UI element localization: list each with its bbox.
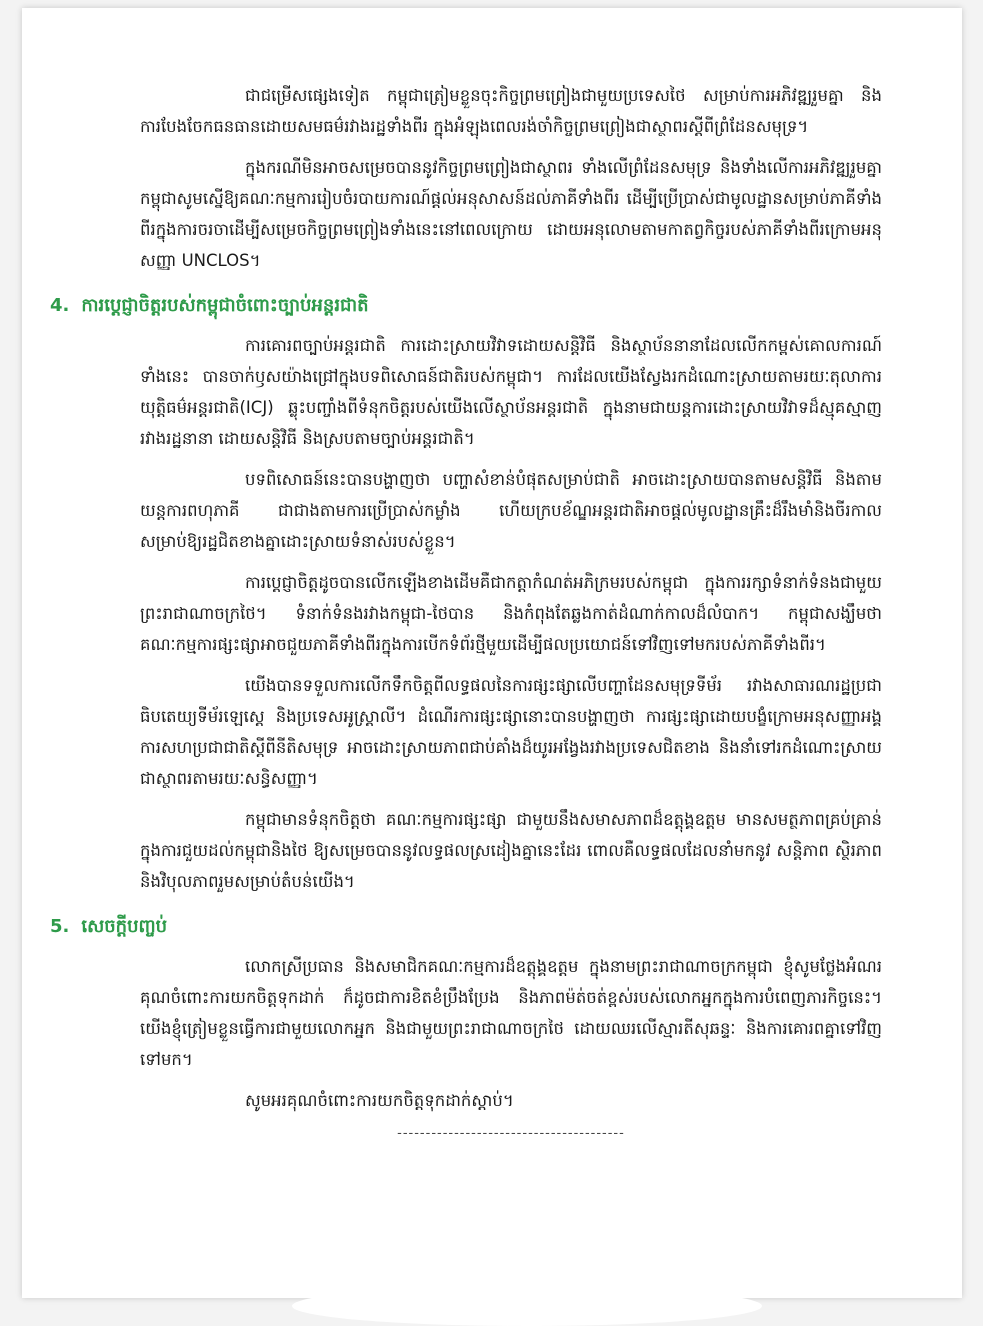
section-title: ការប្តេជ្ញាចិត្តរបស់កម្ពុជាចំពោះច្បាប់អន្តរជាតិ bbox=[81, 295, 369, 316]
section-5-heading bbox=[50, 911, 882, 943]
section-number: 4. bbox=[50, 295, 70, 316]
paragraph: សូមអរគុណចំពោះការយកចិត្តទុកដាក់ស្តាប់។ bbox=[245, 1091, 514, 1110]
paragraph: យើងបានទទួលការលើកទឹកចិត្តពីលទ្ធផលនៃការផ្សះផ្សាលើបញ្ហាដែនសមុទ្រទីម័រ រវាងសាធារណរដ្ឋប្រជាធិបតេយ្យទីម័រឡេស្តេ និងប្រទេសអូស្ត្រាលី។ ដំណើរការផ្សះផ្សានោះបានបង្ហាញថា ការផ្សះផ្សាដោយបង្ខំក្រោមអនុសញ្ញាអង្គការសហប្រជាជាតិស្តីពីនីតិសមុទ្រ អាចដោះស្រាយភាពជាប់គាំងដ៏យូរអង្វែងរវាងប្រទេសជិតខាង និងនាំទៅរកដំណោះស្រាយជាស្ថាពរតាមរយៈសន្ធិសញ្ញា។ bbox=[140, 676, 882, 788]
document-content bbox=[50, 80, 882, 1141]
section-number: 5. bbox=[50, 916, 70, 937]
paragraph: កម្ពុជាមានទំនុកចិត្តថា គណៈកម្មការផ្សះផ្សា ជាមួយនឹងសមាសភាពដ៏ឧត្តុង្គឧត្តម មានសមត្ថភាពគ្រប់គ្រាន់ក្នុងការជួយដល់កម្ពុជានិងថៃ ឱ្យសម្រេចបាននូវលទ្ធផលស្រដៀងគ្នានេះដែរ ពោលគឺលទ្ធផលដែលនាំមកនូវ សន្តិភាព ស្ថិរភាព និងវិបុលភាពរួមសម្រាប់តំបន់យើង។ bbox=[140, 810, 882, 891]
section-title: សេចក្តីបញ្ចប់ bbox=[81, 916, 168, 937]
paragraph: ការគោរពច្បាប់អន្តរជាតិ ការដោះស្រាយវិវាទដោយសន្តិវិធី និងស្ថាប័ននានាដែលលើកកម្ពស់គោលការណ៍ទាំងនេះ បានចាក់ឫសយ៉ាងជ្រៅក្នុងបទពិសោធន៍ជាតិរបស់កម្ពុជា។ ការដែលយើងស្វែងរកដំណោះស្រាយតាមរយៈតុលាការយុត្តិធម៌អន្តរជាតិ(ICJ) ឆ្លុះបញ្ចាំងពីទំនុកចិត្តរបស់យើងលើស្ថាប័នអន្តរជាតិ ក្នុងនាមជាយន្តការដោះស្រាយវិវាទដ៏ស្មុគស្មាញរវាងរដ្ឋនានា ដោយសន្តិវិធី និងស្របតាមច្បាប់អន្តរជាតិ។ bbox=[140, 336, 882, 448]
document-page bbox=[22, 8, 962, 1298]
paragraph: ការប្តេជ្ញាចិត្តដូចបានលើកឡើងខាងដើមគឺជាកត្តាកំណត់អភិក្រមរបស់កម្ពុជា ក្នុងការរក្សាទំនាក់ទំនងជាមួយព្រះរាជាណាចក្រថៃ។ ទំនាក់ទំនងរវាងកម្ពុជា-ថៃបាន និងកំពុងតែឆ្លងកាត់ដំណាក់កាលដ៏លំបាក។ កម្ពុជាសង្ឃឹមថា គណៈកម្មការផ្សះផ្សាអាចជួយភាគីទាំងពីរក្នុងការបើកទំព័រថ្មីមួយដើម្បីផលប្រយោជន៍ទៅវិញទៅមករបស់ភាគីទាំងពីរ។ bbox=[140, 573, 882, 654]
paragraph: បទពិសោធន៍នេះបានបង្ហាញថា បញ្ហាសំខាន់បំផុតសម្រាប់ជាតិ អាចដោះស្រាយបានតាមសន្តិវិធី និងតាមយន្តការពហុភាគី ជាជាងតាមការប្រើប្រាស់កម្លាំង ហើយក្របខ័ណ្ឌអន្តរជាតិអាចផ្តល់មូលដ្ឋានគ្រឹះដ៏រឹងមាំនិងចីរកាល សម្រាប់ឱ្យរដ្ឋជិតខាងគ្នាដោះស្រាយទំនាស់របស់ខ្លួន។ bbox=[140, 470, 882, 551]
paragraph: ជាជម្រើសផ្សេងទៀត កម្ពុជាត្រៀមខ្លួនចុះកិច្ចព្រមព្រៀងជាមួយប្រទេសថៃ សម្រាប់ការអភិវឌ្ឍរួមគ្នា និងការបែងចែកធនធានដោយសមធម៌រវាងរដ្ឋទាំងពីរ ក្នុងអំឡុងពេលរង់ចាំកិច្ចព្រមព្រៀងជាស្ថាពរស្តីពីព្រំដែនសមុទ្រ។ bbox=[140, 86, 882, 136]
page-bottom-tab bbox=[292, 1286, 762, 1326]
paragraph: ក្នុងករណីមិនអាចសម្រេចបាននូវកិច្ចព្រមព្រៀងជាស្ថាពរ ទាំងលើព្រំដែនសមុទ្រ និងទាំងលើការអភិវឌ្ឍរួមគ្នា កម្ពុជាសូមស្នើឱ្យគណៈកម្មការរៀបចំរបាយការណ៍ផ្តល់អនុសាសន៍ដល់ភាគីទាំងពីរ ដើម្បីប្រើប្រាស់ជាមូលដ្ឋានសម្រាប់ភាគីទាំងពីរក្នុងការចរចាដើម្បីសម្រេចកិច្ចព្រមព្រៀងទាំងនេះនៅពេលក្រោយ ដោយអនុលោមតាមកាតព្វកិច្ចរបស់ភាគីទាំងពីរក្រោមអនុសញ្ញា UNCLOS។ bbox=[140, 158, 882, 270]
paragraph: លោកស្រីប្រធាន និងសមាជិកគណៈកម្មការដ៏ឧត្តុង្គឧត្តម ក្នុងនាមព្រះរាជាណាចក្រកម្ពុជា ខ្ញុំសូមថ្លែងអំណរគុណចំពោះការយកចិត្តទុកដាក់ ក៏ដូចជាការខិតខំប្រឹងប្រែង និងភាពម៉ត់ចត់ខ្ពស់របស់លោកអ្នកក្នុងការបំពេញភារកិច្ចនេះ។ យើងខ្ញុំត្រៀមខ្លួនធ្វើការជាមួយលោកអ្នក និងជាមួយព្រះរាជាណាចក្រថៃ ដោយឈរលើស្មារតីសុឆន្ទៈ និងការគោរពគ្នាទៅវិញទៅមក។ bbox=[140, 957, 882, 1069]
end-separator: ---------------------------------------- bbox=[397, 1126, 625, 1141]
section-4-heading bbox=[50, 290, 882, 322]
